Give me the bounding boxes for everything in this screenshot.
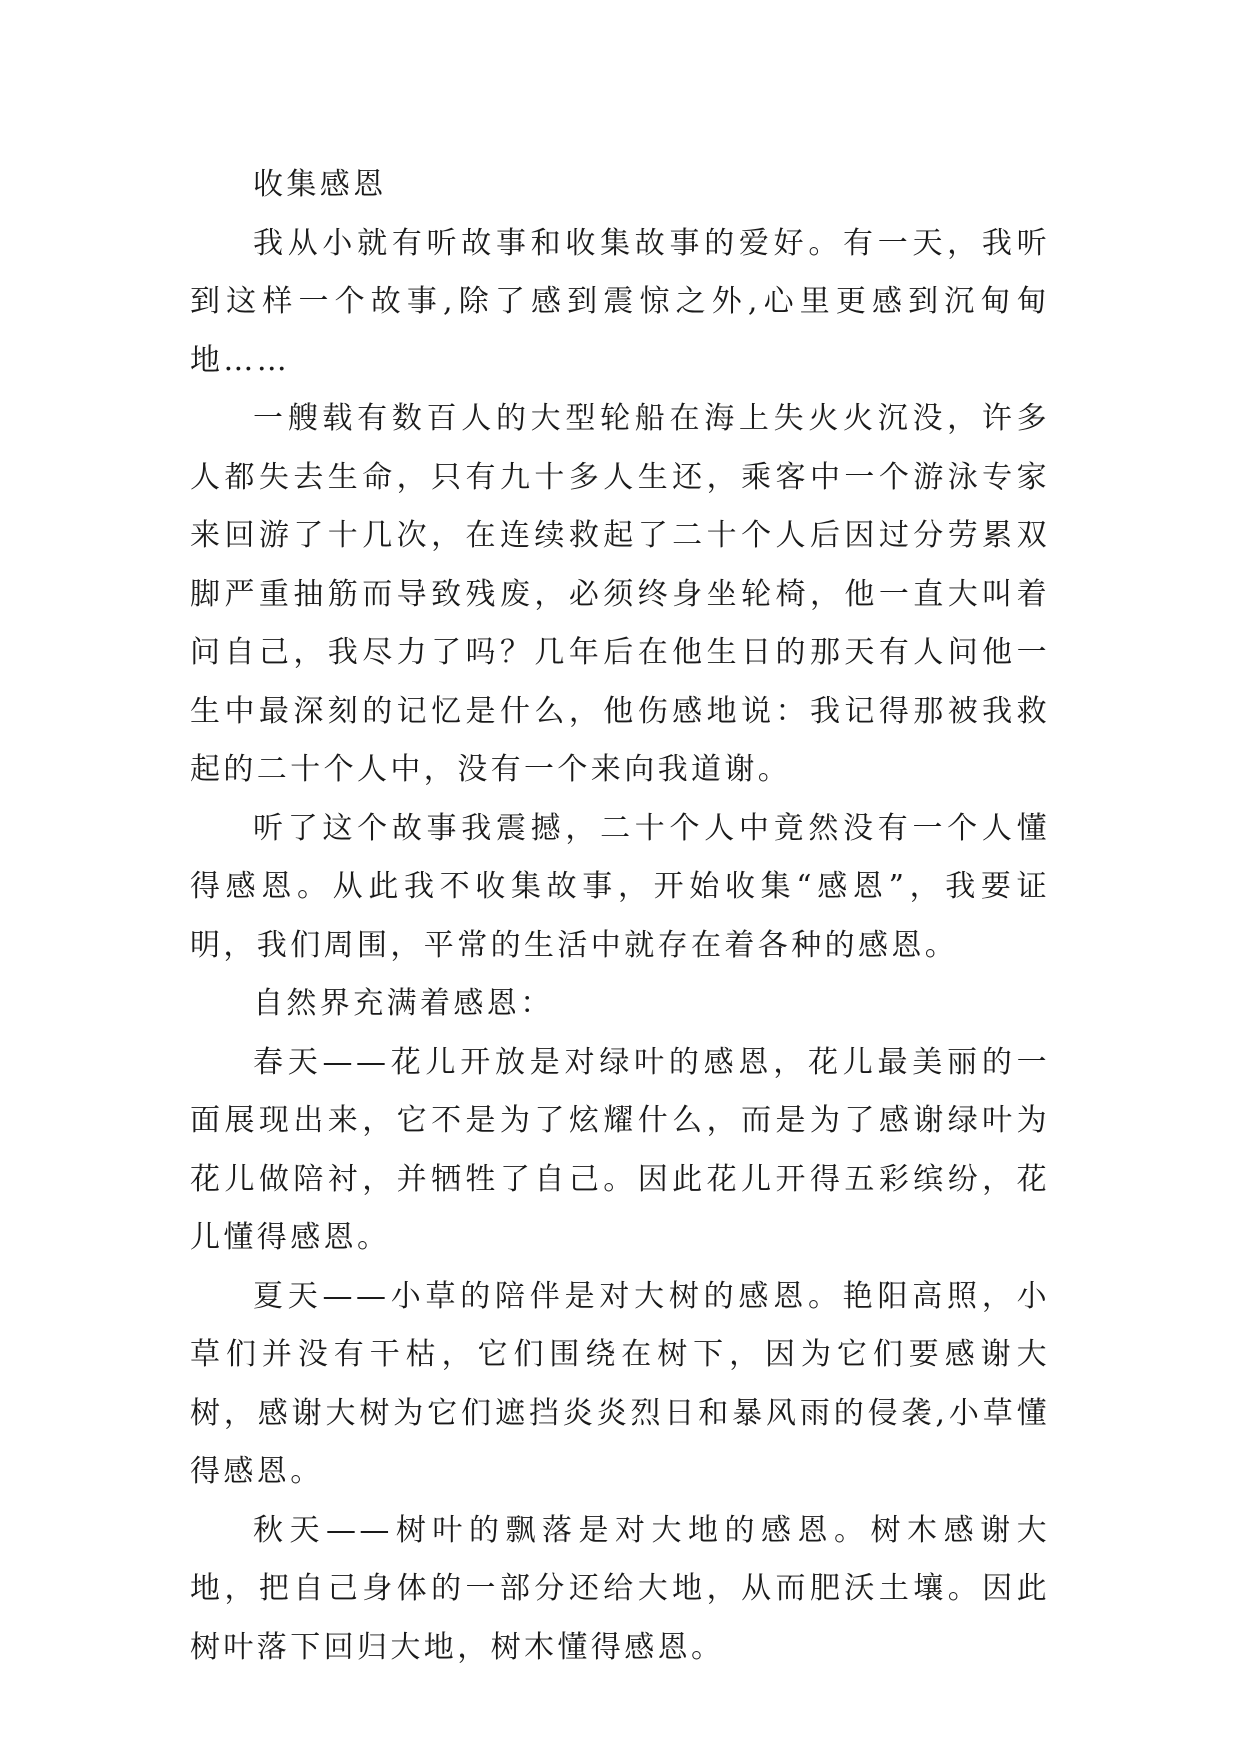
document-body bbox=[190, 156, 1050, 1677]
paragraph: 我从小就有听故事和收集故事的爱好。有一天，我听到这样一个故事,除了感到震惊之外,心里更感到沉甸甸地…… bbox=[190, 225, 1050, 378]
paragraph: 一艘载有数百人的大型轮船在海上失火火沉没，许多人都失去生命，只有九十多人生还，乘客中一个游泳专家来回游了十几次，在连续救起了二十个人后因过分劳累双脚严重抽筋而导致残废，必须终身坐轮椅，他一直大叫着问自己，我尽力了吗？几年后在他生日的那天有人问他一生中最深刻的记忆是什么，他伤感地说：我记得那被我救起的二十个人中，没有一个来向我道谢。 bbox=[190, 401, 1050, 787]
paragraph: 自然界充满着感恩： bbox=[253, 986, 554, 1021]
document-title: 收集感恩 bbox=[253, 167, 387, 202]
paragraph: 春天——花儿开放是对绿叶的感恩，花儿最美丽的一面展现出来，它不是为了炫耀什么，而是为了感谢绿叶为花儿做陪衬，并牺牲了自己。因此花儿开得五彩缤纷，花儿懂得感恩。 bbox=[190, 1044, 1050, 1255]
paragraph: 秋天——树叶的飘落是对大地的感恩。树木感谢大地，把自己身体的一部分还给大地，从而肥沃土壤。因此树叶落下回归大地，树木懂得感恩。 bbox=[190, 1512, 1050, 1665]
paragraph: 夏天——小草的陪伴是对大树的感恩。艳阳高照，小草们并没有干枯，它们围绕在树下，因为它们要感谢大树，感谢大树为它们遮挡炎炎烈日和暴风雨的侵袭,小草懂得感恩。 bbox=[190, 1278, 1050, 1489]
paragraph: 听了这个故事我震撼，二十个人中竟然没有一个人懂得感恩。从此我不收集故事，开始收集“感恩”，我要证明，我们周围，平常的生活中就存在着各种的感恩。 bbox=[190, 810, 1050, 963]
